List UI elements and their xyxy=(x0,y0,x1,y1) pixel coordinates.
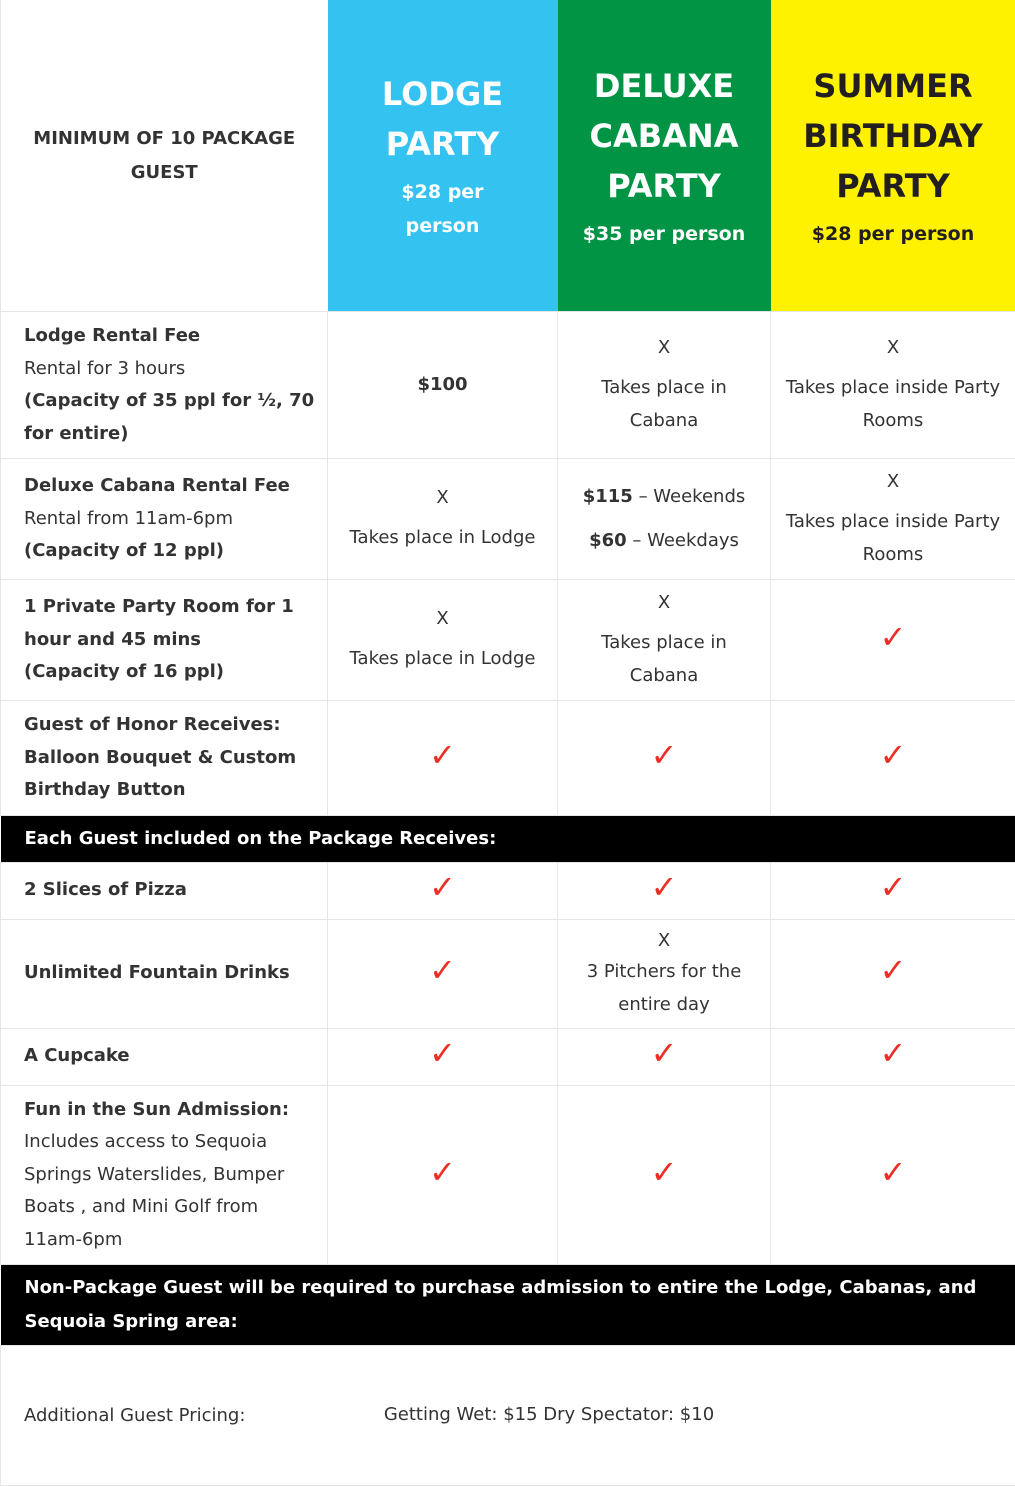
lodge-party-price: $28 per person xyxy=(373,175,513,243)
row-label xyxy=(1,701,328,816)
check-icon: ✓ xyxy=(429,951,456,989)
lodge-cell xyxy=(328,312,558,459)
deluxe-cabana-party-price: $35 per person xyxy=(558,217,771,251)
lodge-cell xyxy=(328,919,558,1028)
deluxe-cabana-party-header xyxy=(558,0,771,312)
cabana-cell xyxy=(558,701,771,816)
row-title: Lodge Rental Fee xyxy=(24,320,315,353)
check-icon: ✓ xyxy=(429,868,456,906)
cabana-cell xyxy=(558,1028,771,1085)
check-icon: ✓ xyxy=(880,868,907,906)
dry-spectator-price: $10 xyxy=(680,1404,714,1425)
table-row xyxy=(1,919,1015,1028)
section-banner xyxy=(1,1265,1015,1346)
summer-cell xyxy=(771,1028,1015,1085)
summer-cell xyxy=(771,862,1015,919)
check-icon: ✓ xyxy=(880,1034,907,1072)
row-title: Unlimited Fountain Drinks xyxy=(24,957,315,990)
banner-text: Non-Package Guest will be required to purchase admission to entire the Lodge, Cabanas, and Sequoia Spring area: xyxy=(1,1265,1015,1346)
check-icon: ✓ xyxy=(651,1034,678,1072)
x-mark: X xyxy=(336,604,549,634)
lodge-party-header xyxy=(328,0,558,312)
title-line: PARTY xyxy=(338,119,548,169)
summer-birthday-party-price: $28 per person xyxy=(771,217,1015,251)
row-title: 1 Private Party Room for 1 hour and 45 mins xyxy=(24,591,315,656)
table-row xyxy=(1,1346,1015,1486)
lodge-rental-price: $100 xyxy=(417,374,467,395)
check-icon: ✓ xyxy=(880,951,907,989)
banner-text: Each Guest included on the Package Receives: xyxy=(1,815,1015,862)
row-detail: Rental for 3 hours xyxy=(24,353,315,386)
lodge-cell xyxy=(328,1028,558,1085)
table-row xyxy=(1,312,1015,459)
check-icon: ✓ xyxy=(429,1153,456,1191)
summer-cell xyxy=(771,919,1015,1028)
row-capacity: (Capacity of 12 ppl) xyxy=(24,535,315,568)
summer-cell xyxy=(771,580,1015,701)
weekend-label: – Weekends xyxy=(633,486,745,507)
x-mark: X xyxy=(566,926,762,956)
title-line: PARTY xyxy=(781,161,1006,211)
cabana-cell xyxy=(558,459,771,580)
row-capacity: (Capacity of 16 ppl) xyxy=(24,656,315,689)
row-detail: Includes access to Sequoia Springs Waterslides, Bumper Boats , and Mini Golf from 11am-6pm xyxy=(24,1126,315,1256)
row-title: Guest of Honor Receives: Balloon Bouquet & Custom Birthday Button xyxy=(24,709,315,807)
check-icon: ✓ xyxy=(651,736,678,774)
x-mark: X xyxy=(779,467,1007,497)
title-line: LODGE xyxy=(338,69,548,119)
header-lead-cell xyxy=(1,0,328,312)
title-line: PARTY xyxy=(568,161,761,211)
title-line: DELUXE xyxy=(568,61,761,111)
empty-cell xyxy=(771,1346,1015,1486)
weekday-price-line xyxy=(566,519,762,563)
x-mark: X xyxy=(566,588,762,618)
additional-guest-prices xyxy=(328,1346,771,1486)
cabana-cell xyxy=(558,580,771,701)
weekday-label: – Weekdays xyxy=(627,530,739,551)
summer-cell xyxy=(771,459,1015,580)
lodge-cell xyxy=(328,580,558,701)
lodge-cell xyxy=(328,459,558,580)
table-row xyxy=(1,1028,1015,1085)
title-line: BIRTHDAY xyxy=(781,111,1006,161)
lodge-party-title xyxy=(328,69,558,169)
check-icon: ✓ xyxy=(880,736,907,774)
summer-cell xyxy=(771,312,1015,459)
summer-cell xyxy=(771,701,1015,816)
lodge-cell xyxy=(328,1085,558,1265)
row-title: Fun in the Sun Admission: xyxy=(24,1094,315,1127)
check-icon: ✓ xyxy=(651,868,678,906)
summer-cell xyxy=(771,1085,1015,1265)
additional-guest-label: Additional Guest Pricing: xyxy=(1,1346,328,1486)
lodge-cell xyxy=(328,862,558,919)
weekend-price-line xyxy=(566,475,762,519)
cell-note: Takes place in Cabana xyxy=(566,372,762,437)
cabana-cell xyxy=(558,919,771,1028)
check-icon: ✓ xyxy=(429,736,456,774)
cabana-cell xyxy=(558,862,771,919)
table-row xyxy=(1,459,1015,580)
row-label xyxy=(1,312,328,459)
row-title: 2 Slices of Pizza xyxy=(24,874,315,907)
summer-birthday-party-header xyxy=(771,0,1015,312)
check-icon: ✓ xyxy=(429,1034,456,1072)
row-label xyxy=(1,1028,328,1085)
table-row xyxy=(1,701,1015,816)
deluxe-cabana-party-title xyxy=(558,61,771,211)
row-title: Deluxe Cabana Rental Fee xyxy=(24,470,315,503)
minimum-guest-note: MINIMUM OF 10 PACKAGE GUEST xyxy=(1,122,328,190)
row-label xyxy=(1,580,328,701)
row-label xyxy=(1,459,328,580)
cell-note: Takes place inside Party Rooms xyxy=(779,506,1007,571)
table-row xyxy=(1,1085,1015,1265)
section-banner xyxy=(1,815,1015,862)
weekend-price: $115 xyxy=(583,486,633,507)
row-label xyxy=(1,919,328,1028)
cell-note: Takes place in Cabana xyxy=(566,627,762,692)
row-label xyxy=(1,862,328,919)
row-title: A Cupcake xyxy=(24,1040,315,1073)
check-icon: ✓ xyxy=(880,618,907,656)
title-line: SUMMER xyxy=(781,61,1006,111)
row-capacity: (Capacity of 35 ppl for ½, 70 for entire) xyxy=(24,385,315,450)
cell-note: Takes place in Lodge xyxy=(336,522,549,555)
weekday-price: $60 xyxy=(589,530,627,551)
x-mark: X xyxy=(779,333,1007,363)
check-icon: ✓ xyxy=(880,1153,907,1191)
check-icon: ✓ xyxy=(651,1153,678,1191)
x-mark: X xyxy=(566,333,762,363)
cell-note: Takes place in Lodge xyxy=(336,643,549,676)
x-mark: X xyxy=(336,483,549,513)
header-row xyxy=(1,0,1015,312)
table-row xyxy=(1,580,1015,701)
table-row xyxy=(1,862,1015,919)
getting-wet-price: $15 xyxy=(503,1404,537,1425)
cell-note: 3 Pitchers for the entire day xyxy=(566,956,762,1021)
lodge-cell xyxy=(328,701,558,816)
dry-spectator-label: Dry Spectator: xyxy=(543,1404,674,1425)
row-detail: Rental from 11am-6pm xyxy=(24,503,315,536)
cell-note: Takes place inside Party Rooms xyxy=(779,372,1007,437)
row-label xyxy=(1,1085,328,1265)
getting-wet-label: Getting Wet: xyxy=(384,1404,498,1425)
cabana-cell xyxy=(558,1085,771,1265)
summer-birthday-party-title xyxy=(771,61,1015,211)
cabana-cell xyxy=(558,312,771,459)
title-line: CABANA xyxy=(568,111,761,161)
